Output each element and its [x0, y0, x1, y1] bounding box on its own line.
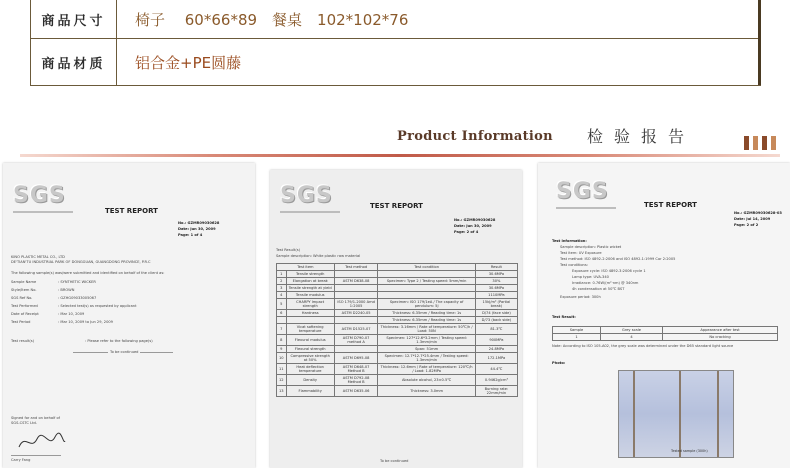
table-header: Appearance after test — [663, 327, 778, 334]
field-label: Style/Item No. — [11, 288, 37, 292]
table-cell: Specimen: ISO 179/1eA / The capacity of pendulum: 5J — [378, 299, 475, 310]
field-value: : SYNTHETIC WICKER — [58, 280, 96, 284]
spec-material-value: 铝合金+PE圆藤 — [135, 53, 242, 72]
report-no: No.: GZMR09030628 — [178, 221, 220, 225]
table-cell: Specimen: Type 2 / Testing speed: 5mm/min — [378, 278, 475, 285]
report-date: Date: Jun 30, 2009 — [178, 227, 216, 231]
sample-description: Sample description: White plastic raw material — [276, 254, 361, 258]
table-cell: 3 — [277, 285, 287, 292]
report-date: Date: Jul 14, 2009 — [734, 217, 771, 221]
table-cell: 172.1MPa — [475, 353, 517, 364]
table-cell: 6 — [277, 310, 287, 317]
table-cell: ASTM D648-07 Method B — [334, 364, 378, 375]
table-cell: Thickness: 3.16mm / Rate of temperature: 50℃/h / Load: 50N — [378, 324, 475, 335]
table-cell — [277, 317, 287, 324]
results-note: : Please refer to the following page(s) — [85, 339, 153, 343]
table-row — [277, 278, 518, 285]
signer-name: Carry Fang — [11, 458, 31, 462]
table-header: Test condition — [378, 264, 475, 271]
table-cell: Hardness — [286, 310, 334, 317]
photo-caption: Tested sample (300h) — [671, 449, 708, 453]
table-row — [277, 310, 518, 317]
test-report-page-1 — [3, 163, 255, 468]
table-header: Test method — [334, 264, 378, 271]
table-cell: ASTM D1525-07 — [334, 324, 378, 335]
table-row — [277, 346, 518, 353]
info-line: 4h condensation at 50℃ BST — [572, 287, 625, 291]
report-page: Page: 2 of 4 — [454, 230, 479, 234]
table-cell: Specimen: 127*12.6*3.2mm / Testing speed: 1.3mm/min — [378, 335, 475, 346]
table-cell: Absolute alcohol, 23±0.5℃ — [378, 375, 475, 386]
table-cell: 9 — [277, 346, 287, 353]
table-row — [277, 285, 518, 292]
spec-border-bar — [758, 0, 761, 85]
table-cell: Thickness: 3.0mm — [378, 386, 475, 397]
table-cell: 12 — [277, 375, 287, 386]
report-page: Page: 1 of 4 — [178, 233, 203, 237]
sgs-logo: SGS — [13, 183, 66, 208]
photo-stripe — [717, 371, 719, 457]
table-cell: Thickness: 6.35mm / Reading time: 1s — [378, 317, 475, 324]
field-label: Sample Name — [11, 280, 37, 284]
table-cell: Compressive strength at 50% — [286, 353, 334, 364]
results-label: Test result(s) — [11, 339, 35, 343]
table-cell: ASTM D695-08 — [334, 353, 378, 364]
signature-line — [11, 455, 61, 456]
info-line: Test item: UV Exposure — [560, 251, 602, 255]
table-header: Sample — [553, 327, 601, 334]
logo-underline — [280, 211, 340, 213]
decor-square — [753, 136, 758, 150]
table-row — [277, 353, 518, 364]
spec-size-label: 商品尺寸 — [31, 0, 117, 38]
table-row — [277, 375, 518, 386]
info-line: Exposure period: 300h — [560, 295, 601, 299]
uv-result-table — [552, 326, 778, 341]
test-report-page-2 — [270, 170, 522, 468]
table-cell: 2 — [277, 278, 287, 285]
report-page: Page: 2 of 2 — [734, 223, 759, 227]
table-row — [277, 364, 518, 375]
info-title: Test Information: — [552, 239, 587, 243]
table-cell — [334, 346, 378, 353]
company-address: DE'TIAN'TU INDUSTRIAL PARK OF DONGGUAN, GUANGDONG PROVINCE, P.R.C — [11, 260, 151, 264]
table-cell: 30.6MPa — [475, 271, 517, 278]
photo-title: Photo: — [552, 361, 566, 365]
info-line: Lamp type: UVA-340 — [572, 275, 609, 279]
table-cell: No cracking — [663, 334, 778, 341]
table-header-row — [277, 264, 518, 271]
spec-size-value: 椅子 60*66*89 餐桌 102*102*76 — [135, 10, 409, 29]
table-cell: 5 — [277, 299, 287, 310]
decor-square — [744, 136, 749, 150]
photo-stripe — [633, 371, 635, 457]
table-cell: 1 — [553, 334, 601, 341]
table-cell: CHARPY Impact strength — [286, 299, 334, 310]
intro-text: The following sample(s) was/were submitted and identified on behalf of the client as: — [11, 271, 165, 275]
table-cell: 24.8MPa — [475, 346, 517, 353]
field-value: : Mar 10, 2009 — [58, 312, 85, 316]
table-row — [277, 386, 518, 397]
banner-divider — [20, 154, 780, 157]
table-cell: Flammability — [286, 386, 334, 397]
field-label: Test Performed — [11, 304, 38, 308]
sgs-logo: SGS — [556, 179, 609, 204]
info-line: Irradiance: 0.76W/(m²·nm) @ 340nm — [572, 281, 639, 285]
table-row — [277, 335, 518, 346]
table-cell — [334, 271, 378, 278]
sgs-logo: SGS — [280, 183, 333, 208]
signature-icon — [17, 431, 67, 453]
info-line: Test method: ISO 4892-2:2006 and ISO 4892-1:1999 Cor 2:2005 — [560, 257, 676, 261]
test-results-table — [276, 263, 518, 397]
report-no: No.: GZMR09030628 — [454, 218, 496, 222]
table-cell: Span: 51mm — [378, 346, 475, 353]
signoff-company: SGS-CSTC Ltd. — [11, 421, 37, 425]
table-cell: Tensile strength at yield — [286, 285, 334, 292]
table-cell — [378, 285, 475, 292]
logo-underline — [556, 207, 616, 209]
section-banner — [0, 120, 790, 156]
table-cell: ASTM D792-08 Method B — [334, 375, 378, 386]
info-line: Exposure cycle: ISO 4892-3:2006 cycle 1 — [572, 269, 646, 273]
report-title: TEST REPORT — [370, 202, 423, 210]
table-cell: 4 — [600, 334, 662, 341]
table-cell: 0.9462g/cm³ — [475, 375, 517, 386]
table-cell: ASTM D790-07 method A — [334, 335, 378, 346]
table-header: Test item — [277, 264, 335, 271]
table-cell: Tensile strength — [286, 271, 334, 278]
product-spec-table — [30, 0, 761, 86]
table-cell: Burning rate: 22mm/min — [475, 386, 517, 397]
table-cell — [378, 271, 475, 278]
continued-text: To be continued — [110, 350, 139, 354]
table-cell: Elongation at break — [286, 278, 334, 285]
result-note: Note: According to ISO 105-A02, the grey scale was determined under the D65 standard light source — [552, 344, 734, 348]
spec-row-material — [31, 39, 760, 85]
table-cell: Flexural strength — [286, 346, 334, 353]
results-label: Test Result(s) — [276, 248, 300, 252]
table-row — [277, 292, 518, 299]
field-label: Test Period — [11, 320, 31, 324]
table-cell: ISO 179/1-2000 Amd 1:2005 — [334, 299, 378, 310]
table-cell — [334, 292, 378, 299]
table-cell: 44.4℃ — [475, 364, 517, 375]
spec-material-label: 商品材质 — [31, 39, 117, 85]
table-cell: Heat deflection temperature — [286, 364, 334, 375]
table-cell: ASTM D638-08 — [334, 278, 378, 285]
table-cell: Density — [286, 375, 334, 386]
continued-text: To be continued — [380, 459, 409, 463]
table-cell: Tensile modulus — [286, 292, 334, 299]
table-cell: 81.3℃ — [475, 324, 517, 335]
field-label: Date of Receipt — [11, 312, 39, 316]
table-cell: 30.6MPa — [475, 285, 517, 292]
table-cell: 10 — [277, 353, 287, 364]
banner-decor-squares — [744, 136, 776, 150]
table-cell — [334, 285, 378, 292]
photo-stripe — [679, 371, 681, 457]
table-header-row — [553, 327, 778, 334]
table-cell: Flexural modulus — [286, 335, 334, 346]
banner-title-english: Product Information — [397, 129, 553, 144]
logo-underline — [13, 211, 73, 213]
report-date: Date: Jun 30, 2009 — [454, 224, 492, 228]
table-cell: 900MPa — [475, 335, 517, 346]
table-cell: 13 — [277, 386, 287, 397]
table-cell: ASTM D2240-05 — [334, 310, 378, 317]
table-header: Grey scale — [600, 327, 662, 334]
banner-title-chinese: 检验报告 — [587, 127, 696, 146]
report-title: TEST REPORT — [105, 207, 158, 215]
table-cell: 8 — [277, 335, 287, 346]
info-line: Test conditions: — [560, 263, 588, 267]
table-row — [277, 271, 518, 278]
table-cell: Vicat softening temperature — [286, 324, 334, 335]
table-cell: Thickness: 12.6mm / Rate of temperature: 120℃/h / Load: 1.82MPa — [378, 364, 475, 375]
table-cell: D/73 (back side) — [475, 317, 517, 324]
tested-sample-photo — [618, 370, 734, 458]
table-row — [277, 299, 518, 310]
result-title: Test Result: — [552, 315, 576, 319]
table-cell: 1110MPa — [475, 292, 517, 299]
table-row — [553, 334, 778, 341]
table-cell — [286, 317, 334, 324]
field-value: : GZHG09033005067 — [58, 296, 97, 300]
table-cell — [378, 292, 475, 299]
table-cell: ASTM D635-06 — [334, 386, 378, 397]
test-report-page-3 — [538, 163, 790, 468]
table-row — [277, 324, 518, 335]
table-cell — [334, 317, 378, 324]
table-cell: 1 — [277, 271, 287, 278]
field-value: : BROWN — [58, 288, 75, 292]
field-value: : Mar 10, 2009 to Jun 29, 2009 — [58, 320, 113, 324]
field-value: : Selected test(s) as requested by applicant — [58, 304, 137, 308]
table-cell: 15kJ/m² (Partial break) — [475, 299, 517, 310]
table-cell: 4 — [277, 292, 287, 299]
table-header: Result — [475, 264, 517, 271]
info-line: Sample description: Plastic wicket — [560, 245, 622, 249]
report-no: No.: GZMR09030628-03 — [734, 211, 782, 215]
table-cell: 11 — [277, 364, 287, 375]
company-name: KINO PLASTIC METAL CO., LTD — [11, 255, 65, 259]
table-cell: 7 — [277, 324, 287, 335]
table-cell: Specimen: 12.7*12.7*25.4mm / Testing speed: 1.3mm/min — [378, 353, 475, 364]
spec-row-size — [31, 0, 760, 39]
table-row — [277, 317, 518, 324]
decor-square — [762, 136, 767, 150]
field-label: SGS Ref No. — [11, 296, 33, 300]
table-cell: D/74 (face side) — [475, 310, 517, 317]
decor-square — [771, 136, 776, 150]
signoff-text: Signed for and on behalf of — [11, 416, 60, 420]
table-cell: 30% — [475, 278, 517, 285]
table-cell: Thickness: 6.35mm / Reading time: 1s — [378, 310, 475, 317]
report-title: TEST REPORT — [644, 201, 697, 209]
